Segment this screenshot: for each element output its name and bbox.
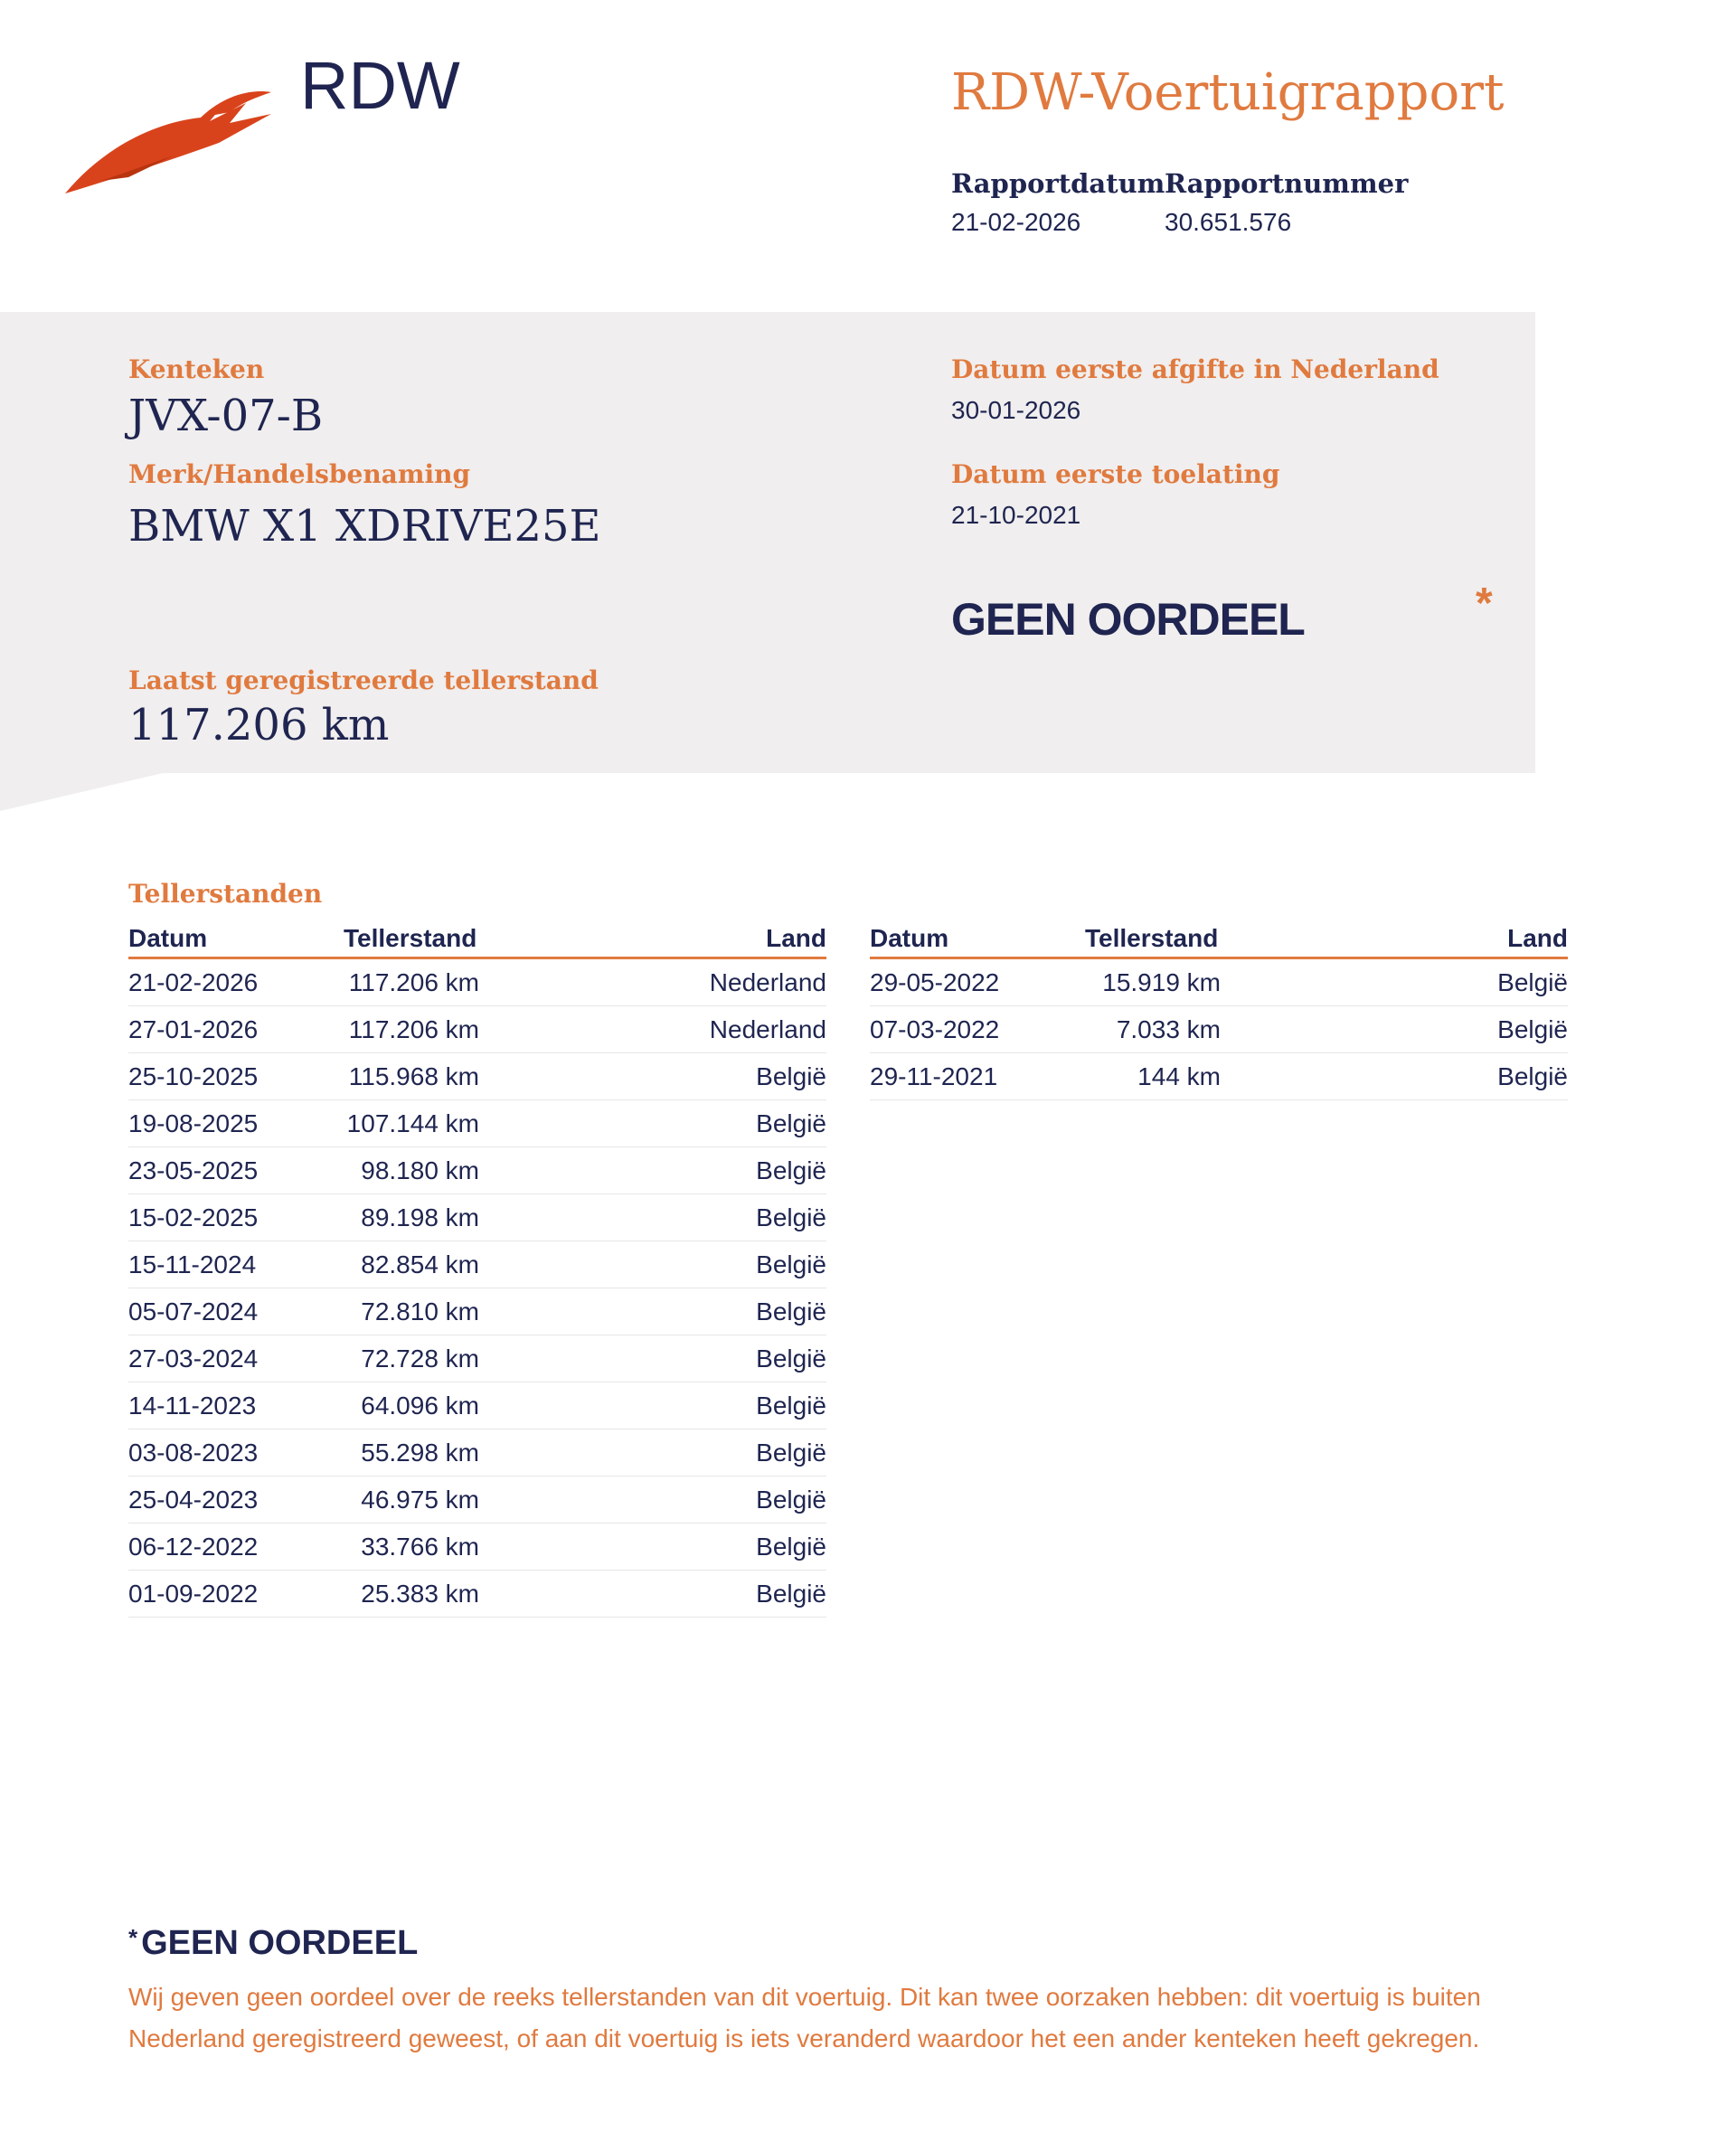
- reading-country: België: [479, 1147, 826, 1194]
- table-row: [128, 1288, 826, 1335]
- reading-country: België: [479, 1288, 826, 1335]
- reading-country: België: [1221, 1053, 1568, 1100]
- col-date-header: Datum: [128, 917, 344, 958]
- readings-table-right: [870, 917, 1568, 1100]
- table-row: [128, 1100, 826, 1147]
- footnote-text: Wij geven geen oordeel over de reeks tellerstanden van dit voertuig. Dit kan twee oorzaken hebben: dit voertuig is buiten Nederland geregistreerd geweest, of aan dit voertuig is iets veranderd waardoor het een ander kenteken heeft gekregen.: [128, 1983, 1481, 2052]
- report-number-label: Rapportnummer: [1165, 168, 1409, 199]
- col-country-header: Land: [479, 917, 826, 958]
- footnote-title-text: GEEN OORDEEL: [141, 1924, 419, 1962]
- table-row: [128, 1053, 826, 1100]
- report-title: RDW-Voertuigrapport: [951, 63, 1505, 122]
- reading-date: 15-02-2025: [128, 1194, 344, 1241]
- reading-date: 27-03-2024: [128, 1335, 344, 1382]
- table-header-row: [128, 917, 826, 958]
- reading-country: België: [479, 1571, 826, 1618]
- reading-date: 15-11-2024: [128, 1241, 344, 1288]
- reading-km: 15.919 km: [1085, 958, 1221, 1006]
- reading-km: 117.206 km: [344, 1006, 479, 1053]
- reading-km: 72.728 km: [344, 1335, 479, 1382]
- table-row: [870, 1053, 1568, 1100]
- plate-label: Kenteken: [128, 354, 265, 384]
- table-row: [128, 1429, 826, 1476]
- reading-country: België: [479, 1053, 826, 1100]
- reading-date: 07-03-2022: [870, 1006, 1085, 1053]
- reading-km: 64.096 km: [344, 1382, 479, 1429]
- reading-km: 117.206 km: [344, 958, 479, 1006]
- table-row: [128, 1571, 826, 1618]
- make-value: BMW X1 XDRIVE25E: [128, 501, 601, 552]
- first-admission-value: 21-10-2021: [951, 501, 1081, 529]
- reading-km: 7.033 km: [1085, 1006, 1221, 1053]
- brand-name: RDW: [300, 48, 460, 123]
- reading-km: 107.144 km: [344, 1100, 479, 1147]
- verdict-footnote-mark: *: [1476, 580, 1493, 627]
- table-row: [128, 1382, 826, 1429]
- plate-value: JVX-07-B: [128, 391, 324, 441]
- table-header-row: [870, 917, 1568, 958]
- reading-date: 23-05-2025: [128, 1147, 344, 1194]
- reading-country: België: [479, 1194, 826, 1241]
- report-date-label: Rapportdatum: [951, 168, 1165, 199]
- table-row: [128, 1524, 826, 1571]
- table-row: [128, 1147, 826, 1194]
- reading-date: 21-02-2026: [128, 958, 344, 1006]
- readings-title: Tellerstanden: [128, 879, 323, 909]
- reading-km: 55.298 km: [344, 1429, 479, 1476]
- reading-date: 25-04-2023: [128, 1476, 344, 1524]
- reading-date: 03-08-2023: [128, 1429, 344, 1476]
- reading-country: België: [479, 1382, 826, 1429]
- reading-km: 115.968 km: [344, 1053, 479, 1100]
- reading-date: 29-05-2022: [870, 958, 1085, 1006]
- table-row: [128, 958, 826, 1006]
- reading-date: 29-11-2021: [870, 1053, 1085, 1100]
- col-km-header: Tellerstand: [1085, 917, 1221, 958]
- col-km-header: Tellerstand: [344, 917, 479, 958]
- first-nl-value: 30-01-2026: [951, 396, 1081, 424]
- table-row: [128, 1006, 826, 1053]
- footnote-title: [128, 1924, 418, 1963]
- col-date-header: Datum: [870, 917, 1085, 958]
- table-row: [870, 1006, 1568, 1053]
- table-row: [128, 1241, 826, 1288]
- report-number: 30.651.576: [1165, 208, 1292, 236]
- reading-date: 19-08-2025: [128, 1100, 344, 1147]
- reading-date: 27-01-2026: [128, 1006, 344, 1053]
- reading-km: 98.180 km: [344, 1147, 479, 1194]
- reading-date: 14-11-2023: [128, 1382, 344, 1429]
- summary-panel-tail: [0, 773, 163, 811]
- reading-country: België: [479, 1335, 826, 1382]
- reading-country: België: [479, 1429, 826, 1476]
- reading-km: 33.766 km: [344, 1524, 479, 1571]
- reading-country: België: [1221, 1006, 1568, 1053]
- col-country-header: Land: [1221, 917, 1568, 958]
- reading-country: België: [479, 1100, 826, 1147]
- reading-country: België: [479, 1524, 826, 1571]
- reading-date: 06-12-2022: [128, 1524, 344, 1571]
- table-row: [128, 1194, 826, 1241]
- reading-country: Nederland: [479, 1006, 826, 1053]
- first-admission-label: Datum eerste toelating: [951, 459, 1280, 489]
- first-nl-label: Datum eerste afgifte in Nederland: [951, 354, 1439, 384]
- reading-date: 01-09-2022: [128, 1571, 344, 1618]
- reading-km: 144 km: [1085, 1053, 1221, 1100]
- readings-table-left: [128, 917, 826, 1618]
- verdict: GEEN OORDEEL: [951, 594, 1305, 645]
- reading-km: 72.810 km: [344, 1288, 479, 1335]
- reading-km: 89.198 km: [344, 1194, 479, 1241]
- make-label: Merk/Handelsbenaming: [128, 459, 471, 489]
- reading-date: 05-07-2024: [128, 1288, 344, 1335]
- table-row: [128, 1335, 826, 1382]
- table-row: [128, 1476, 826, 1524]
- reading-country: België: [479, 1476, 826, 1524]
- reading-km: 25.383 km: [344, 1571, 479, 1618]
- report-date: 21-02-2026: [951, 208, 1081, 236]
- reading-country: België: [479, 1241, 826, 1288]
- rdw-logo-icon: [65, 87, 273, 200]
- reading-country: Nederland: [479, 958, 826, 1006]
- reading-km: 46.975 km: [344, 1476, 479, 1524]
- reading-date: 25-10-2025: [128, 1053, 344, 1100]
- reading-km: 82.854 km: [344, 1241, 479, 1288]
- table-row: [870, 958, 1568, 1006]
- footnote-mark: *: [128, 1924, 138, 1951]
- odometer-value: 117.206 km: [128, 700, 390, 750]
- odometer-label: Laatst geregistreerde tellerstand: [128, 665, 599, 695]
- reading-country: België: [1221, 958, 1568, 1006]
